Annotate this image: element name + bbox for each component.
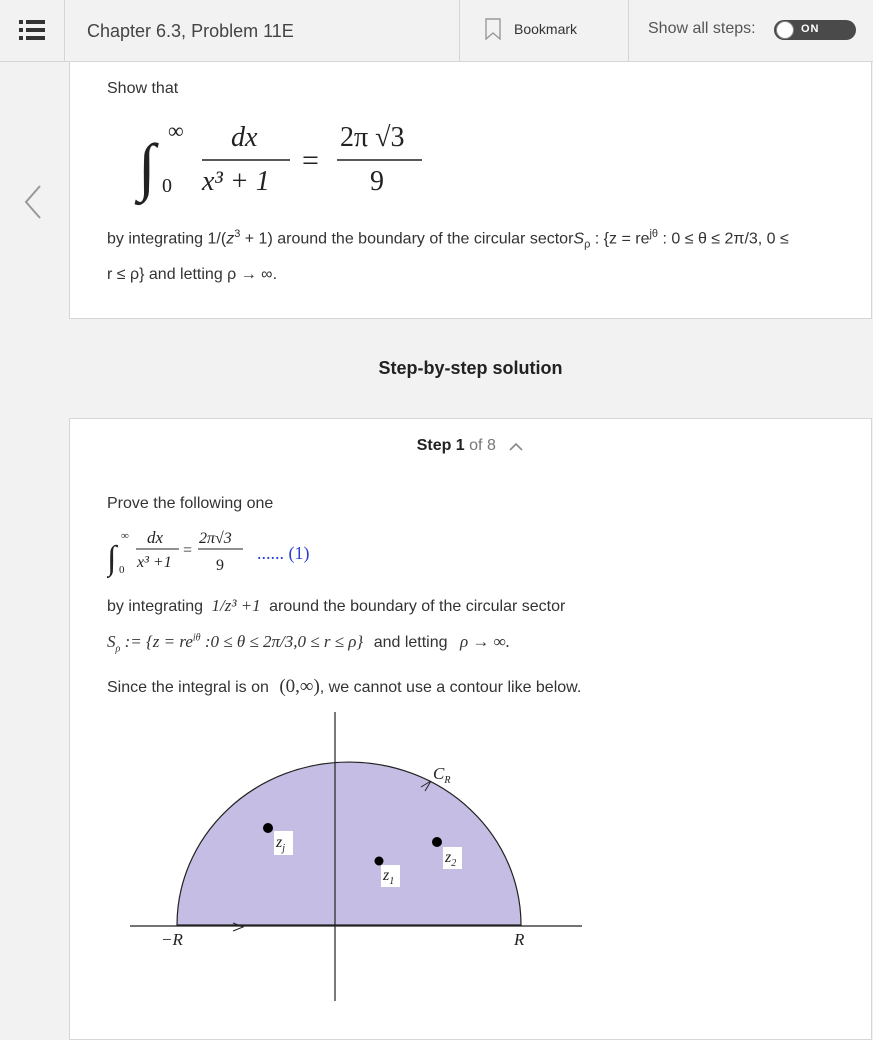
label-z2: $z_2$ (445, 849, 457, 869)
point-z1 (375, 857, 384, 866)
show-all-steps (629, 0, 873, 61)
statement-exp: 3 (234, 228, 241, 240)
statement-part: : {z = re (590, 230, 650, 248)
statement-part: by integrating 1/( (107, 230, 227, 248)
formula-lower: 0 (119, 564, 125, 576)
content-area (0, 62, 873, 1024)
result-denominator: 9 (370, 166, 384, 197)
sector-def-sub: ρ (115, 643, 121, 655)
around-text: around the boundary of the circular sector (269, 598, 566, 615)
interval: (0,∞) (279, 676, 320, 697)
integral-numerator: dx (231, 122, 258, 153)
sector-def-tail: :0 ≤ θ ≤ 2π/3,0 ≤ r ≤ ρ} (200, 632, 364, 651)
sector-symbol: S (573, 230, 585, 248)
statement-part: + 1) around the boundary of the circular sector (240, 230, 574, 248)
solution-heading: Step-by-step solution (378, 358, 563, 378)
formula-res-num: 2π√3 (199, 530, 232, 547)
sector-def-rest: := {z = re (120, 632, 193, 651)
problem-card (69, 62, 872, 319)
svg-text:∫: ∫ (107, 540, 117, 577)
step-card (69, 418, 872, 1040)
bookmark-label: Bookmark (514, 21, 578, 37)
point-zj (263, 823, 273, 833)
letting-math: ρ → ∞. (459, 632, 511, 651)
label-zj: $z_j$ (276, 834, 286, 854)
prove-text: Prove the following one (107, 495, 274, 512)
label-neg-r: −R (161, 930, 183, 949)
chapter-title-cell (65, 0, 460, 61)
result-numerator: 2π √3 (340, 122, 405, 153)
statement-z: z (226, 230, 235, 248)
statement-part: : 0 ≤ θ ≤ 2π/3, 0 ≤ (658, 230, 789, 248)
sector-sub: ρ (584, 238, 591, 251)
point-z2 (432, 837, 442, 847)
integral-denominator: x³ + 1 (202, 166, 270, 197)
problem-statement (107, 220, 852, 289)
chevron-left-icon[interactable] (20, 182, 46, 222)
contour-text: , we cannot use a contour like below. (319, 679, 582, 696)
integral-lower: 0 (162, 175, 172, 197)
label-z1: $z_1$ (383, 867, 395, 887)
show-all-steps-toggle[interactable] (774, 20, 856, 40)
page-title: Chapter 6.3, Problem 11E (87, 21, 294, 41)
label-cr: $C_R$ (433, 764, 451, 786)
since-text: Since the integral is on (107, 679, 269, 696)
statement-exp2: jθ (649, 228, 659, 240)
step-header[interactable] (70, 437, 871, 455)
toggle-knob (776, 21, 794, 39)
integrating-line (107, 596, 565, 616)
step-of-text: of 8 (469, 437, 496, 454)
sector-def (107, 632, 364, 655)
label-r: R (514, 930, 525, 949)
sector-def-exp: iθ (192, 632, 201, 644)
letting-text: and letting (373, 634, 448, 651)
list-icon (19, 19, 45, 41)
integrating-text: by integrating (107, 598, 204, 615)
show-that-text: Show that (107, 80, 179, 97)
formula-tag: ...... (1) (257, 543, 310, 563)
formula-den: x³ +1 (137, 554, 172, 571)
sector-def-s: S (107, 632, 116, 651)
since-line (107, 676, 581, 698)
integral-sign: ∫ (138, 131, 156, 202)
toggle-state: ON (801, 23, 820, 35)
integrand: 1/z³ +1 (211, 596, 261, 615)
formula-upper: ∞ (121, 530, 129, 542)
svg-text:=: = (302, 144, 319, 177)
sector-definition-line (107, 632, 510, 654)
formula-num: dx (147, 528, 164, 547)
half-disk-region (177, 762, 521, 925)
formula-res-den: 9 (216, 557, 224, 574)
contour-diagram (125, 709, 595, 1003)
bookmark-button[interactable] (460, 0, 629, 61)
bookmark-icon (485, 18, 501, 40)
step-label: Step 1 (416, 437, 465, 454)
menu-button[interactable] (0, 0, 65, 61)
problem-integral-formula (130, 110, 450, 210)
chevron-up-icon[interactable] (508, 441, 524, 451)
show-all-steps-label: Show all steps: (648, 20, 756, 37)
top-bar (0, 0, 873, 62)
statement-line2: r ≤ ρ} and letting ρ → ∞. (107, 265, 278, 283)
step-formula (107, 525, 337, 583)
integral-upper: ∞ (168, 118, 184, 143)
svg-text:=: = (183, 542, 193, 559)
